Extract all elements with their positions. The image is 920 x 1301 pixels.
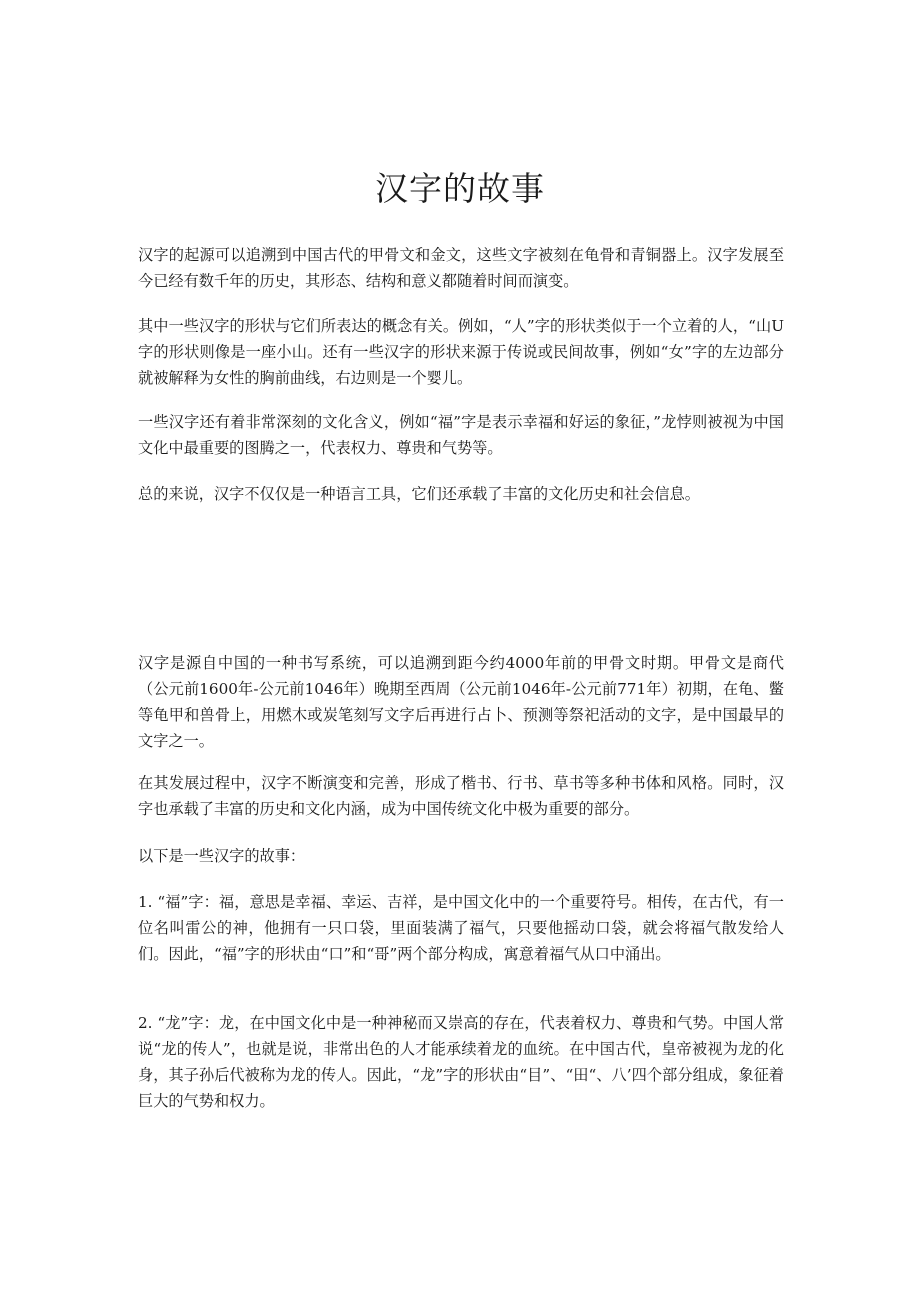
paragraph-cultural-meaning: 一些汉字还有着非常深刻的文化含义，例如“福”字是表示幸福和好运的象征，”龙悖则被视为中国文化中最重要的图腾之一，代表权力、尊贵和气势等。 bbox=[138, 413, 784, 457]
paragraph-oracle-bone: 汉字是源自中国的一种书写系统，可以追溯到距今约4000年前的甲骨文时期。甲骨文是商代（公元前1600年-公元前1046年）晚期至西周（公元前1046年-公元前771年）初期，在龟、鳖等龟甲和兽骨上，用燃木或炭笔刻写文字后再进行占卜、预测等祭祀活动的文字，是中国最早的文字之一。 bbox=[138, 654, 784, 750]
paragraph-shapes: 其中一些汉字的形状与它们所表达的概念有关。例如，“人”字的形状类似于一个立着的人，“山U字的形状则像是一座小山。还有一些汉字的形状来源于传说或民间故事，例如“女”字的左边部分就被解释为女性的胸前曲线，右边则是一个婴儿。 bbox=[138, 317, 784, 387]
list-item-fu: 1. “福”字：福，意思是幸福、幸运、吉祥，是中国文化中的一个重要符号。相传，在古代，有一位名叫雷公的神，他拥有一只口袋，里面装满了福气，只要他摇动口袋，就会将福气散发给人们。因此，“福”字的形状由“口”和“哥”两个部分构成，寓意着福气从口中涌出。 bbox=[138, 893, 784, 963]
paragraph-development: 在其发展过程中，汉字不断演变和完善，形成了楷书、行书、草书等多种书体和风格。同时，汉字也承载了丰富的历史和文化内涵，成为中国传统文化中极为重要的部分。 bbox=[138, 774, 784, 818]
paragraph-summary: 总的来说，汉字不仅仅是一种语言工具，它们还承载了丰富的文化历史和社会信息。 bbox=[138, 485, 700, 503]
paragraph-origin: 汉字的起源可以追溯到中国古代的甲骨文和金文，这些文字被刻在龟骨和青铜器上。汉字发展至今已经有数千年的历史，其形态、结构和意义都随着时间而演变。 bbox=[138, 246, 784, 290]
list-item-long: 2. “龙”字：龙，在中国文化中是一种神秘而又崇高的存在，代表着权力、尊贵和气势。中国人常说“龙的传人”，也就是说，非常出色的人才能承续着龙的血统。在中国古代，皇帝被视为龙的化身，其子孙后代被称为龙的传人。因此，“龙”字的形状由“目”、“田“、八’四个部分组成，象征着巨大的气势和权力。 bbox=[138, 1014, 784, 1110]
document-title: 汉字的故事 bbox=[375, 169, 545, 208]
paragraph-stories-intro: 以下是一些汉字的故事： bbox=[138, 847, 306, 865]
